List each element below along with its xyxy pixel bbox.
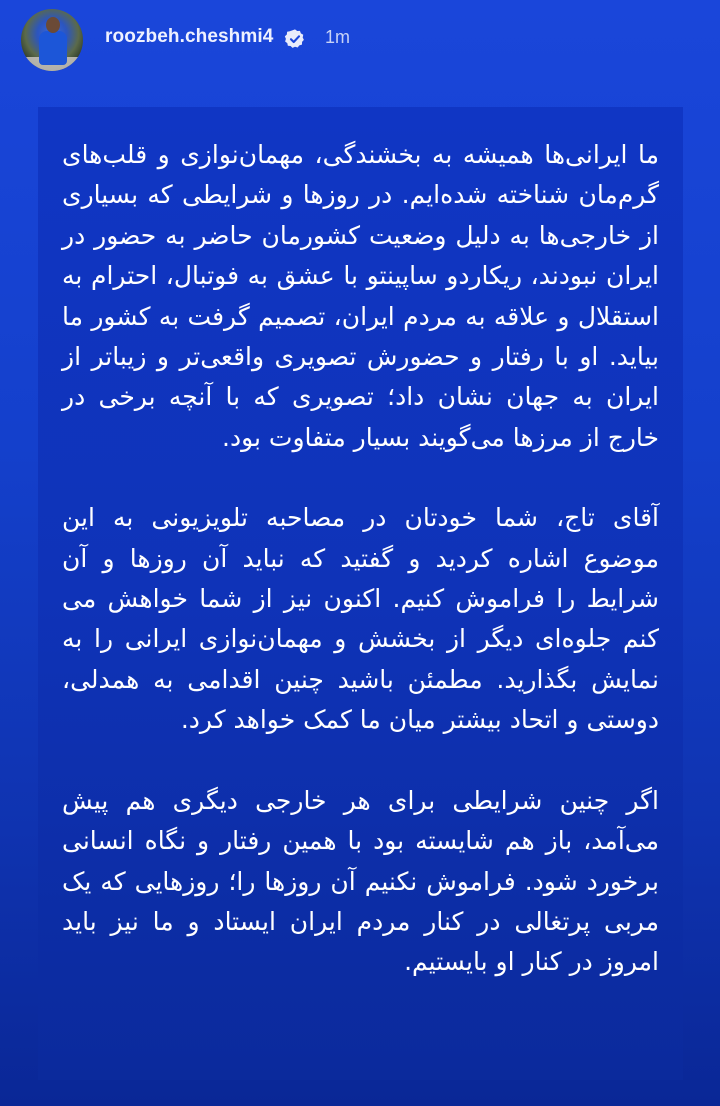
avatar-photo-head bbox=[46, 17, 60, 33]
avatar[interactable] bbox=[21, 9, 83, 71]
avatar-photo-player bbox=[39, 31, 67, 65]
username-link[interactable]: roozbeh.cheshmi4 bbox=[105, 26, 274, 47]
verified-badge-icon bbox=[284, 28, 306, 50]
text-card bbox=[38, 107, 683, 1080]
paragraph-2: آقای تاج، شما خودتان در مصاحبه تلویزیونی به این موضوع اشاره کردید و گفتید که نباید آن روزها و آن شرایط را فراموش کنیم. اکنون نیز از شما خواهش می کنم جلوه‌ای دیگر از بخشش و مهمان‌نوازی ایرانی را به نمایش بگذارید. مطمئن باشید چنین اقدامی به همدلی، دوستی و اتحاد بیشتر میان ما کمک خواهد کرد. bbox=[62, 503, 659, 735]
paragraph-3: اگر چنین شرایطی برای هر خارجی دیگری هم پیش می‌آمد، باز هم شایسته بود با همین رفتار و نگاه انسانی برخورد شود. فراموش نکنیم آن روزها را؛ روزهایی که یک مربی پرتغالی در کنار مردم ایران ایستاد و ما نیز باید امروز در کنار او بایستیم. bbox=[62, 785, 659, 977]
paragraph-1: ما ایرانی‌ها همیشه به بخشندگی، مهمان‌نوازی و قلب‌های گرم‌مان شناخته شده‌ایم. در روزها و شرایطی که بسیاری از خارجی‌ها به دلیل وضعیت کشورمان حاضر به حضور در ایران نبودند، ریکاردو ساپینتو با عشق به فوتبال، احترام به استقلال و علاقه به مردم ایران، تصمیم گرفت به کشور ما بیاید. او با رفتار و حضورش تصویری واقعی‌تر و زیباتر از ایران به جهان نشان داد؛ تصویری که با آنچه برخی در خارج از مرزها می‌گویند بسیار متفاوت بود. bbox=[62, 140, 659, 452]
timestamp: 1m bbox=[325, 27, 351, 47]
story-header bbox=[0, 0, 720, 82]
